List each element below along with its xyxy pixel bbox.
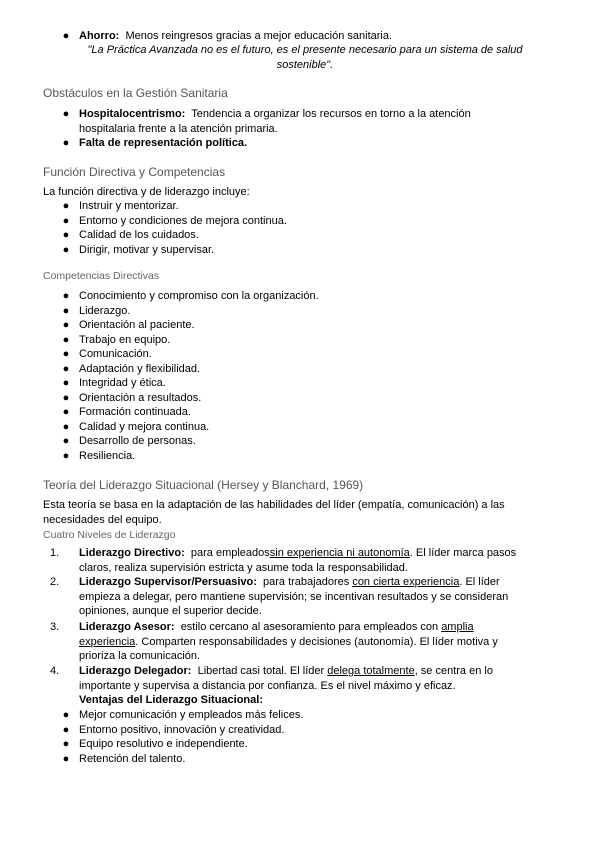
list-item (0, 723, 560, 738)
list-item (0, 304, 560, 319)
list-item-ahorro (0, 29, 600, 44)
list-item (0, 737, 560, 752)
level-text: empieza a delegar, pero mantiene supervisión; se incentivan resultados y se consideran (79, 590, 509, 603)
level-text: . Comparten responsabilidades y decisiones (autonomía). El líder motiva y (135, 635, 498, 648)
list-item-text: Comunicación. (79, 348, 152, 360)
teoria-intro-line-2: necesidades del equipo. (43, 514, 162, 526)
list-item (0, 289, 560, 304)
falta-representacion-label: Falta de representación política. (79, 137, 248, 149)
bullet-icon: ● (62, 200, 70, 212)
bullet-icon: ● (62, 362, 70, 375)
bullet-icon: ● (62, 137, 70, 149)
level-underlined-text: sin experiencia ni autonomía (269, 547, 410, 559)
list-item-text: Dirigir, motivar y supervisar. (79, 243, 215, 256)
list-item (0, 333, 560, 348)
list-item (0, 752, 560, 767)
level-text: . El líder (459, 576, 500, 588)
list-item-text: Retención del talento. (79, 752, 186, 765)
ahorro-text: Menos reingresos gracias a mejor educación sanitaria. (125, 30, 393, 42)
list-item (0, 376, 560, 391)
list-item-text: Integridad y ética. (79, 377, 166, 389)
heading-obstaculos: Obstáculos en la Gestión Sanitaria (43, 86, 228, 100)
list-item (0, 214, 560, 229)
bullet-icon: ● (62, 723, 70, 736)
ventajas-list (0, 708, 560, 766)
level-label: Liderazgo Supervisor/Persuasivo: (79, 576, 257, 588)
list-item-text: Equipo resolutivo e independiente. (79, 738, 248, 750)
level-text: , se centra en lo (414, 665, 493, 677)
quote-line-2: sostenible". (276, 59, 334, 71)
level-item-1 (0, 546, 560, 575)
list-item-text: Conocimiento y compromiso con la organización. (79, 290, 319, 302)
list-item-hospitalocentrismo (0, 107, 600, 122)
list-item-text: Orientación a resultados. (79, 391, 202, 404)
level-text: opiniones, aunque el superior decide. (79, 605, 262, 617)
list-item (0, 243, 560, 258)
list-item (0, 347, 560, 362)
bullet-icon: ● (62, 406, 70, 418)
level-item-3 (0, 620, 560, 664)
ahorro-label: Ahorro: (79, 30, 120, 42)
bullet-icon: ● (62, 108, 70, 120)
level-text: para trabajadores (263, 576, 350, 588)
bullet-icon: ● (62, 243, 70, 256)
quote-line-1: "La Práctica Avanzada no es el futuro, es el presente necesario para un sistema de salud (87, 44, 523, 56)
list-item-text: Entorno y condiciones de mejora continua. (79, 214, 287, 227)
level-label: Liderazgo Directivo: (79, 547, 185, 559)
teoria-intro-line-1: Esta teoría se basa en la adaptación de las habilidades del líder (empatía, comunicación) a las (43, 499, 505, 511)
bullet-icon: ● (62, 333, 70, 346)
bullet-icon: ● (62, 304, 70, 317)
list-item-text: Instruir y mentorizar. (79, 200, 179, 212)
bullet-icon: ● (62, 348, 70, 360)
bullet-icon: ● (62, 420, 70, 433)
hospitalocentrismo-line-1: Tendencia a organizar los recursos en torno a la atención (191, 108, 471, 120)
bullet-icon: ● (62, 229, 70, 241)
list-item-text: Formación continuada. (79, 406, 191, 418)
heading-teoria: Teoría del Liderazgo Situacional (Hersey y Blanchard, 1969) (43, 478, 364, 492)
level-text: para empleados (190, 547, 270, 559)
bullet-icon: ● (62, 391, 70, 404)
list-item (0, 405, 560, 420)
list-item-text: Orientación al paciente. (79, 319, 195, 331)
level-number: 4. (50, 665, 60, 677)
funcion-intro: La función directiva y de liderazgo incluye: (43, 186, 250, 198)
funcion-list (0, 199, 560, 257)
bullet-icon: ● (62, 377, 70, 389)
bullet-icon: ● (62, 214, 70, 227)
bullet-icon: ● (62, 290, 70, 302)
heading-competencias: Competencias Directivas (43, 270, 160, 282)
subheading-niveles: Cuatro Niveles de Liderazgo (43, 529, 176, 541)
hospitalocentrismo-line-2: hospitalaria frente a la atención primaria. (79, 123, 278, 135)
level-text: prioriza la comunicación. (79, 650, 201, 662)
level-text: estilo cercano al asesoramiento para empleados con (180, 621, 439, 633)
level-item-2 (0, 575, 560, 619)
level-underlined-text: amplia (441, 621, 474, 633)
heading-funcion-directiva: Función Directiva y Competencias (43, 165, 226, 179)
list-item-falta-representacion (0, 136, 600, 151)
list-item-text: Adaptación y flexibilidad. (79, 362, 201, 375)
level-text: importante y supervisa a distancia por confianza. Es el nivel máximo y eficaz. (79, 679, 456, 692)
level-item-4 (0, 664, 560, 708)
level-number: 2. (50, 576, 60, 588)
bullet-icon: ● (62, 738, 70, 750)
list-item (0, 420, 560, 435)
bullet-icon: ● (62, 435, 70, 447)
level-underlined-text: con cierta experiencia (352, 576, 460, 588)
list-item (0, 362, 560, 377)
bullet-icon: ● (62, 449, 70, 462)
bullet-icon: ● (62, 30, 70, 42)
hospitalocentrismo-label: Hospitalocentrismo: (79, 108, 186, 120)
list-item (0, 434, 560, 449)
competencias-list (0, 289, 560, 463)
bullet-icon: ● (62, 709, 70, 721)
list-item-text: Trabajo en equipo. (79, 333, 171, 346)
list-item-text: Calidad de los cuidados. (79, 229, 199, 241)
bullet-icon: ● (62, 319, 70, 331)
list-item (0, 449, 560, 464)
list-item (0, 708, 560, 723)
list-item (0, 318, 560, 333)
list-item-text: Desarrollo de personas. (79, 435, 196, 447)
list-item (0, 228, 560, 243)
level-number: 1. (50, 547, 60, 559)
level-text: Libertad casi total. El líder (197, 665, 325, 677)
list-item (0, 199, 560, 214)
level-underlined-text: delega totalmente (327, 665, 415, 677)
list-item-text: Resiliencia. (79, 449, 136, 462)
level-label: Liderazgo Delegador: (79, 665, 192, 677)
list-item-text: Entorno positivo, innovación y creatividad. (79, 723, 285, 736)
level-text: . El líder marca pasos (409, 547, 517, 559)
list-item-text: Mejor comunicación y empleados más felices. (79, 709, 304, 721)
level-underlined-text: experiencia (79, 635, 136, 648)
level-label: Liderazgo Asesor: (79, 621, 175, 633)
list-item (0, 391, 560, 406)
list-item-text: Calidad y mejora continua. (79, 420, 210, 433)
ventajas-heading: Ventajas del Liderazgo Situacional: (79, 694, 263, 706)
list-item-text: Liderazgo. (79, 304, 131, 317)
bullet-icon: ● (62, 752, 70, 765)
level-text: claros, realiza supervisión estricta y asume toda la responsabilidad. (79, 561, 408, 574)
level-number: 3. (50, 621, 60, 633)
